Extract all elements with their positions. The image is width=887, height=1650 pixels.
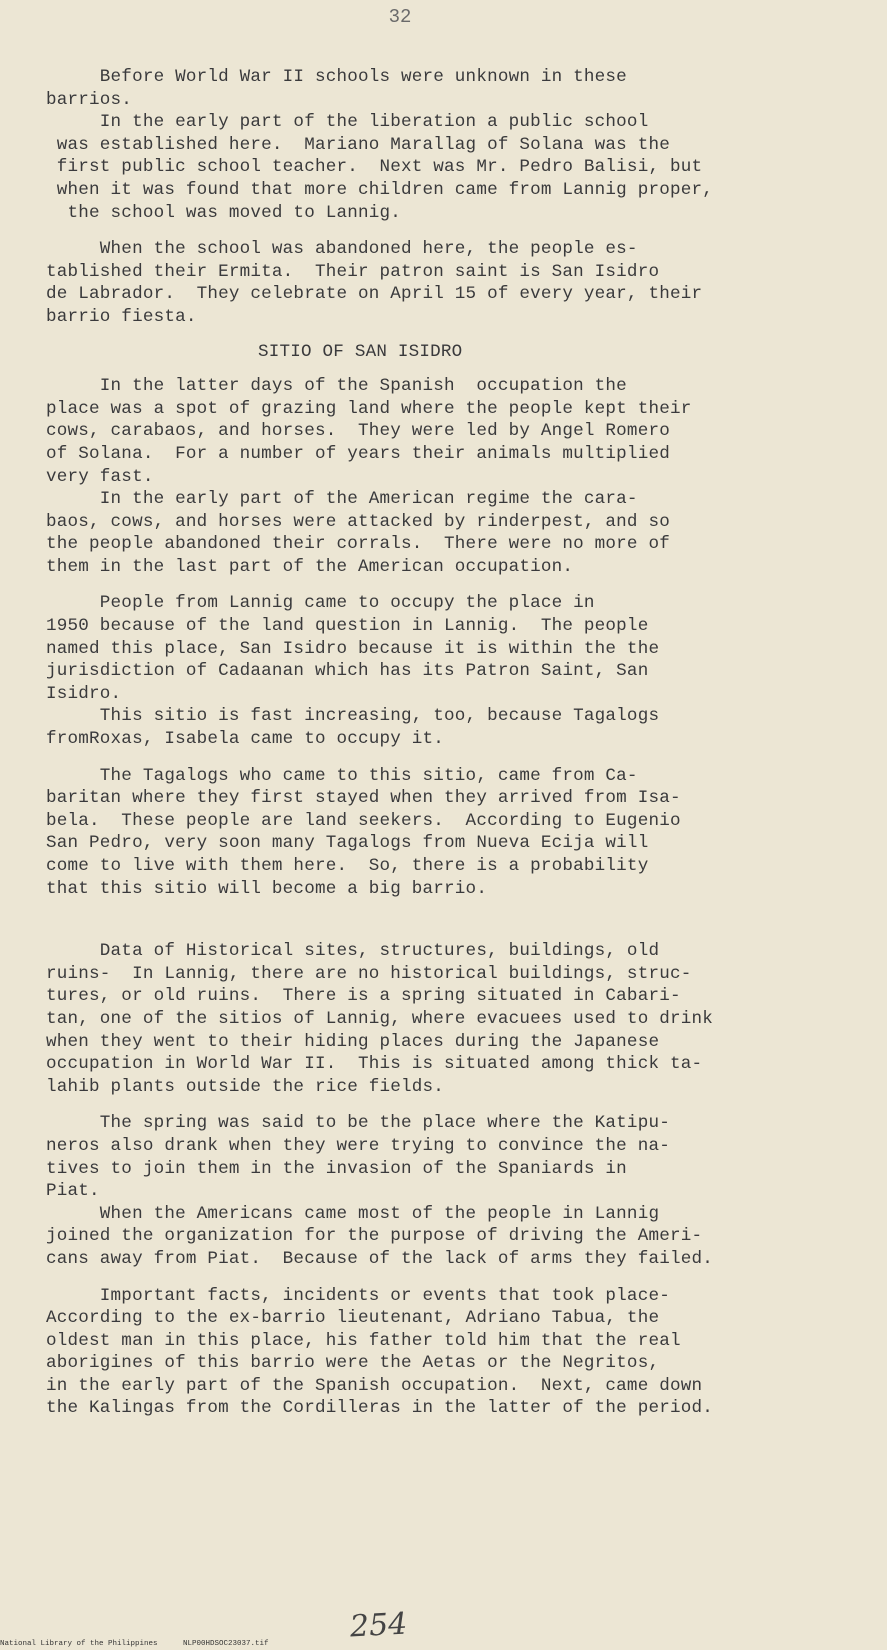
text-line: tures, or old ruins. There is a spring situated in Cabari- [46,986,681,1007]
text-line: neros also drank when they were trying to convince the na- [46,1135,670,1156]
footer-library-label: National Library of the Philippines [0,1640,158,1648]
handwritten-page-number: 254 [349,1606,409,1645]
text-line: named this place, San Isidro because it is within the the [46,638,660,659]
text-line: come to live with them here. So, there is a probability [46,856,649,876]
text-line: This sitio is fast increasing, too, because Tagalogs [46,706,660,727]
text-line: fromRoxas, Isabela came to occupy it. [46,729,445,750]
text-line: In the early part of the American regime the cara- [46,489,638,510]
text-line: first public school teacher. Next was Mr. Pedro Balisi, but [46,157,703,178]
text-line: San Pedro, very soon many Tagalogs from Nueva Ecija will [46,833,649,854]
paragraph [46,66,866,224]
text-line: place was a spot of grazing land where the people kept their [46,398,692,419]
document-body [46,66,866,1420]
text-line: barrio fiesta. [46,306,197,327]
text-line: in the early part of the Spanish occupation. Next, came down [46,1375,703,1396]
text-line: In the early part of the liberation a public school [46,112,649,133]
text-line: According to the ex-barrio lieutenant, Adriano Tabua, the [46,1308,660,1329]
text-line: In the latter days of the Spanish occupation the [46,376,627,397]
text-line: them in the last part of the American occupation. [46,556,574,577]
paragraph [46,238,866,328]
text-line: bela. These people are land seekers. According to Eugenio [46,810,681,831]
text-line: baritan where they first stayed when they arrived from Isa- [46,788,681,809]
text-line: Data of Historical sites, structures, buildings, old [46,941,660,962]
text-line: baos, cows, and horses were attacked by rinderpest, and so [46,511,670,532]
text-line: Isidro. [46,683,122,704]
text-line: cows, carabaos, and horses. They were led by Angel Romero [46,421,670,442]
text-line: the people abandoned their corrals. There were no more of [46,534,670,555]
text-line: that this sitio will become a big barrio. [46,878,488,899]
text-line: of Solana. For a number of years their animals multiplied [46,443,670,464]
text-line: was established here. Mariano Marallag of Solana was the [46,134,670,155]
paragraph [46,765,866,901]
section-heading: SITIO OF SAN ISIDRO [258,341,463,362]
page-number: 32 [388,6,412,28]
text-line: The Tagalogs who came to this sitio, came from Ca- [46,765,638,786]
text-line: aborigines of this barrio were the Aetas or the Negritos, [46,1353,660,1374]
text-line: The spring was said to be the place where the Katipu- [46,1113,670,1134]
text-line: People from Lannig came to occupy the place in [46,593,595,614]
text-line: cans away from Piat. Because of the lack of arms they failed. [46,1248,713,1269]
text-line: Piat. [46,1181,100,1202]
text-line: oldest man in this place, his father told him that the real [46,1330,681,1351]
paragraph [46,592,866,750]
text-line: when they went to their hiding places during the Japanese [46,1031,660,1052]
text-line: 1950 because of the land question in Lannig. The people [46,616,649,637]
text-line: tan, one of the sitios of Lannig, where evacuees used to drink [46,1008,713,1029]
text-line: when it was found that more children came from Lannig proper, [46,179,713,200]
paragraph [46,375,866,578]
text-line: Before World War II schools were unknown in these [46,67,627,87]
text-line: occupation in World War II. This is situated among thick ta- [46,1054,703,1075]
paragraph [46,1285,866,1421]
paragraph [46,940,866,1098]
text-line: ruins- In Lannig, there are no historical buildings, struc- [46,963,692,984]
text-line: joined the organization for the purpose of driving the Ameri- [46,1226,703,1247]
text-line: When the school was abandoned here, the people es- [46,239,638,260]
text-line: tablished their Ermita. Their patron saint is San Isidro [46,261,660,282]
text-line: very fast. [46,466,154,487]
text-line: lahib plants outside the rice fields. [46,1076,445,1097]
footer-file-code: NLP00HDSOC23037.tif [183,1640,269,1648]
text-line: barrios. [46,89,133,110]
text-line: de Labrador. They celebrate on April 15 of every year, their [46,284,703,305]
paragraph [46,1112,866,1270]
text-line: jurisdiction of Cadaanan which has its Patron Saint, San [46,661,649,682]
text-line: the school was moved to Lannig. [46,202,402,223]
text-line: When the Americans came most of the people in Lannig [46,1203,660,1224]
text-line: tives to join them in the invasion of the Spaniards in [46,1158,627,1179]
text-line: Important facts, incidents or events that took place- [46,1285,670,1306]
text-line: the Kalingas from the Cordilleras in the latter of the period. [46,1398,713,1419]
